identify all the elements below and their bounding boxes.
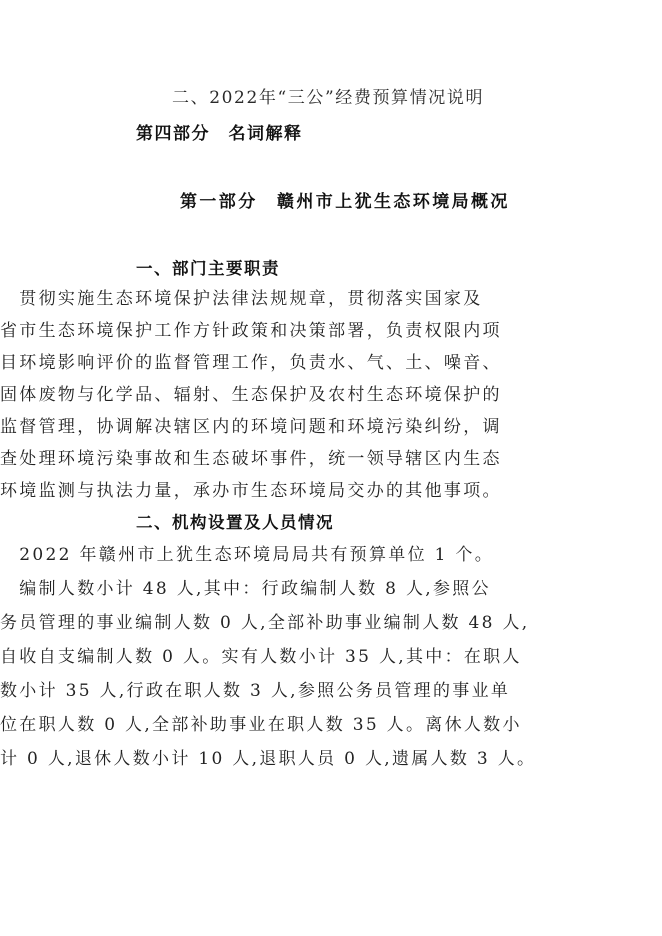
section-heading-organization-staff: 二、机构设置及人员情况 — [136, 513, 334, 532]
paragraph-line: 位在职人数 0 人,全部补助事业在职人数 35 人。离休人数小 — [0, 715, 522, 735]
paragraph-line: 贯彻实施生态环境保护法律法规规章，贯彻落实国家及 — [0, 289, 483, 309]
section-heading-main-duties: 一、部门主要职责 — [136, 259, 280, 278]
paragraph-line: 2022 年赣州市上犹生态环境局局共有预算单位 1 个。 — [0, 545, 494, 565]
paragraph-line: 计 0 人,退休人数小计 10 人,退职人员 0 人,遗属人数 3 人。 — [0, 749, 537, 769]
paragraph-line: 目环境影响评价的监督管理工作，负责水、气、土、噪音、 — [0, 353, 502, 373]
toc-item-three-public-expenses: 二、2022年“三公”经费预算情况说明 — [172, 88, 485, 108]
part-one-title: 第一部分 赣州市上犹生态环境局概况 — [180, 192, 510, 212]
paragraph-line: 务员管理的事业编制人数 0 人,全部补助事业编制人数 48 人, — [0, 613, 530, 633]
paragraph-line: 自收自支编制人数 0 人。实有人数小计 35 人,其中：在职人 — [0, 647, 522, 667]
paragraph-line: 数小计 35 人,行政在职人数 3 人,参照公务员管理的事业单 — [0, 681, 511, 701]
paragraph-line: 环境监测与执法力量，承办市生态环境局交办的其他事项。 — [0, 481, 502, 501]
paragraph-line: 固体废物与化学品、辐射、生态保护及农村生态环境保护的 — [0, 385, 502, 405]
part-four-heading: 第四部分 名词解释 — [136, 124, 303, 144]
paragraph-line: 省市生态环境保护工作方针政策和决策部署，负责权限内项 — [0, 321, 502, 341]
paragraph-line: 监督管理，协调解决辖区内的环境问题和环境污染纠纷，调 — [0, 417, 502, 437]
paragraph-line: 查处理环境污染事故和生态破坏事件，统一领导辖区内生态 — [0, 449, 502, 469]
paragraph-line: 编制人数小计 48 人,其中：行政编制人数 8 人,参照公 — [0, 579, 491, 599]
